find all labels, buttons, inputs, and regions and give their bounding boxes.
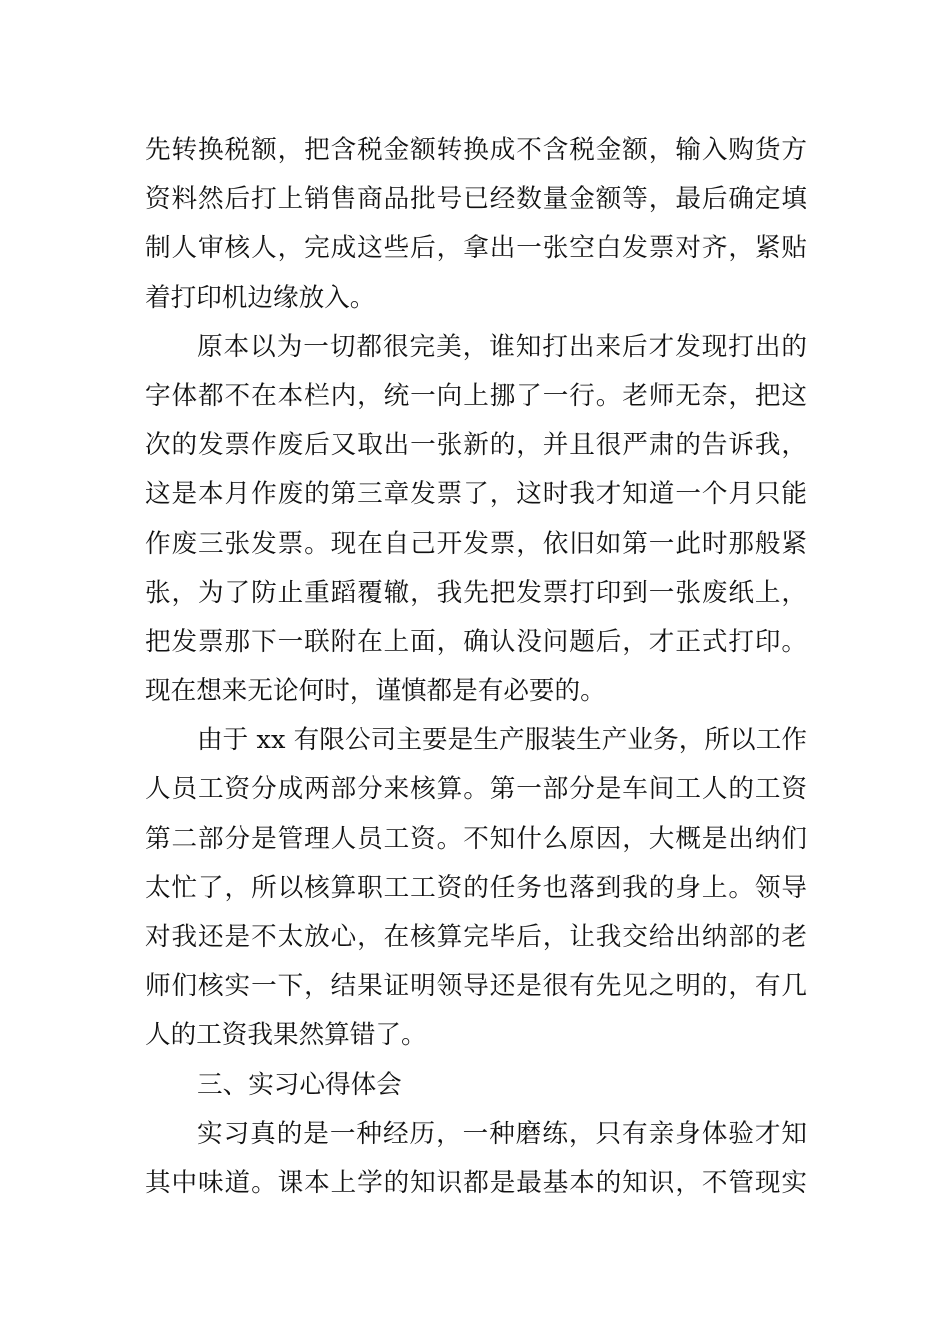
text-line: 制人审核人，完成这些后，拿出一张空白发票对齐，紧贴 [145,233,807,264]
text-line: 由于 xx 有限公司主要是生产服装生产业务，所以工作 [197,725,807,756]
text-line: 作废三张发票。现在自己开发票，依旧如第一此时那般紧 [145,528,807,559]
text-line: 对我还是不太放心，在核算完毕后，让我交给出纳部的老 [145,922,807,952]
body-text [145,126,807,1208]
section-heading: 三、实习心得体会 [197,1069,402,1100]
text-line: 资料然后打上销售商品批号已经数量金额等，最后确定填 [145,184,807,215]
text-line: 其中味道。课本上学的知识都是最基本的知识，不管现实 [145,1167,807,1198]
text-line: 太忙了，所以核算职工工资的任务也落到我的身上。领导 [145,872,807,903]
text-line: 张，为了防止重蹈覆辙，我先把发票打印到一张废纸上， [145,577,807,608]
text-line: 这是本月作废的第三章发票了，这时我才知道一个月只能 [145,479,807,510]
text-line: 师们核实一下，结果证明领导还是很有先见之明的，有几 [145,971,807,1002]
text-line: 把发票那下一联附在上面，确认没问题后，才正式打印。 [145,626,807,657]
text-line: 原本以为一切都很完美，谁知打出来后才发现打出的 [197,331,807,362]
text-line: 实习真的是一种经历，一种磨练，只有亲身体验才知 [197,1118,807,1149]
text-line: 次的发票作废后又取出一张新的，并且很严肃的告诉我， [145,430,807,461]
text-line: 人员工资分成两部分来核算。第一部分是车间工人的工资 [145,774,807,805]
text-line: 现在想来无论何时，谨慎都是有必要的。 [145,676,606,707]
text-line: 先转换税额，把含税金额转换成不含税金额，输入购货方 [145,135,807,165]
text-line: 第二部分是管理人员工资。不知什么原因，大概是出纳们 [145,823,807,854]
text-line: 字体都不在本栏内，统一向上挪了一行。老师无奈，把这 [145,380,807,411]
text-line: 着打印机边缘放入。 [145,282,376,313]
text-line: 人的工资我果然算错了。 [145,1020,427,1051]
